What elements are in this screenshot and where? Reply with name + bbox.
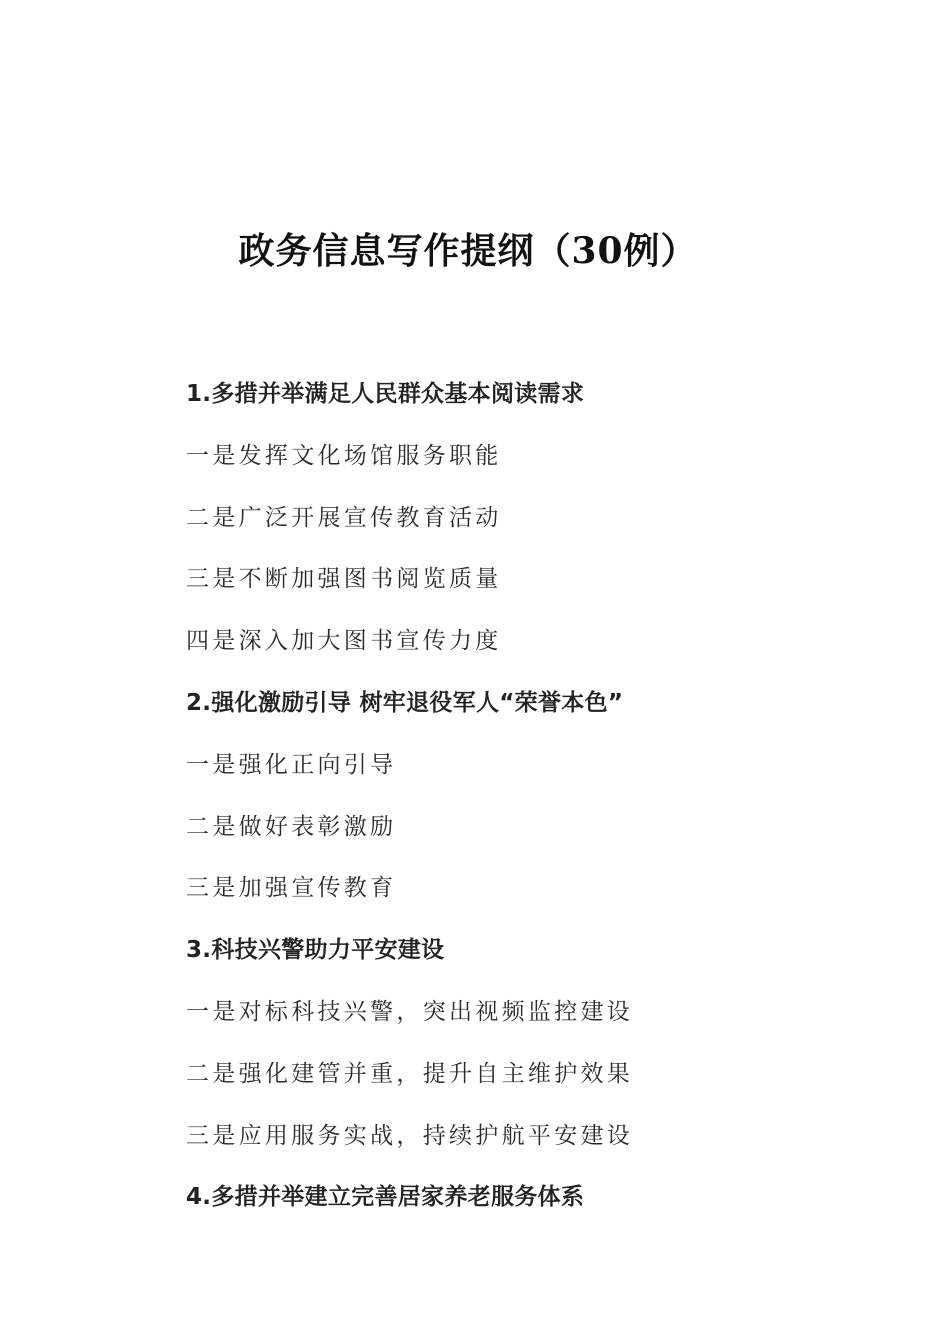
section-1-item-1: 一是发挥文化场馆服务职能	[186, 442, 502, 469]
section-heading-1: 1.多措并举满足人民群众基本阅读需求	[186, 381, 585, 407]
section-2-item-2: 二是做好表彰激励	[186, 813, 397, 840]
section-3-item-2: 二是强化建管并重，提升自主维护效果	[186, 1060, 634, 1087]
section-heading-4: 4.多措并举建立完善居家养老服务体系	[186, 1184, 585, 1211]
section-1-item-2: 二是广泛开展宣传教育活动	[186, 504, 502, 531]
section-1-item-3: 三是不断加强图书阅览质量	[186, 566, 502, 593]
section-heading-2: 2.强化激励引导 树牢退役军人“荣誉本色”	[186, 689, 624, 716]
section-3-item-1: 一是对标科技兴警，突出视频监控建设	[186, 998, 634, 1025]
document-title: 政务信息写作提纲（30例）	[238, 230, 698, 272]
section-heading-3: 3.科技兴警助力平安建设	[186, 937, 445, 964]
section-1-item-4: 四是深入加大图书宣传力度	[186, 628, 502, 655]
outline-list	[186, 372, 866, 1237]
section-3-item-3: 三是应用服务实战，持续护航平安建设	[186, 1122, 634, 1149]
section-2-item-1: 一是强化正向引导	[186, 751, 397, 778]
section-2-item-3: 三是加强宣传教育	[186, 875, 397, 902]
